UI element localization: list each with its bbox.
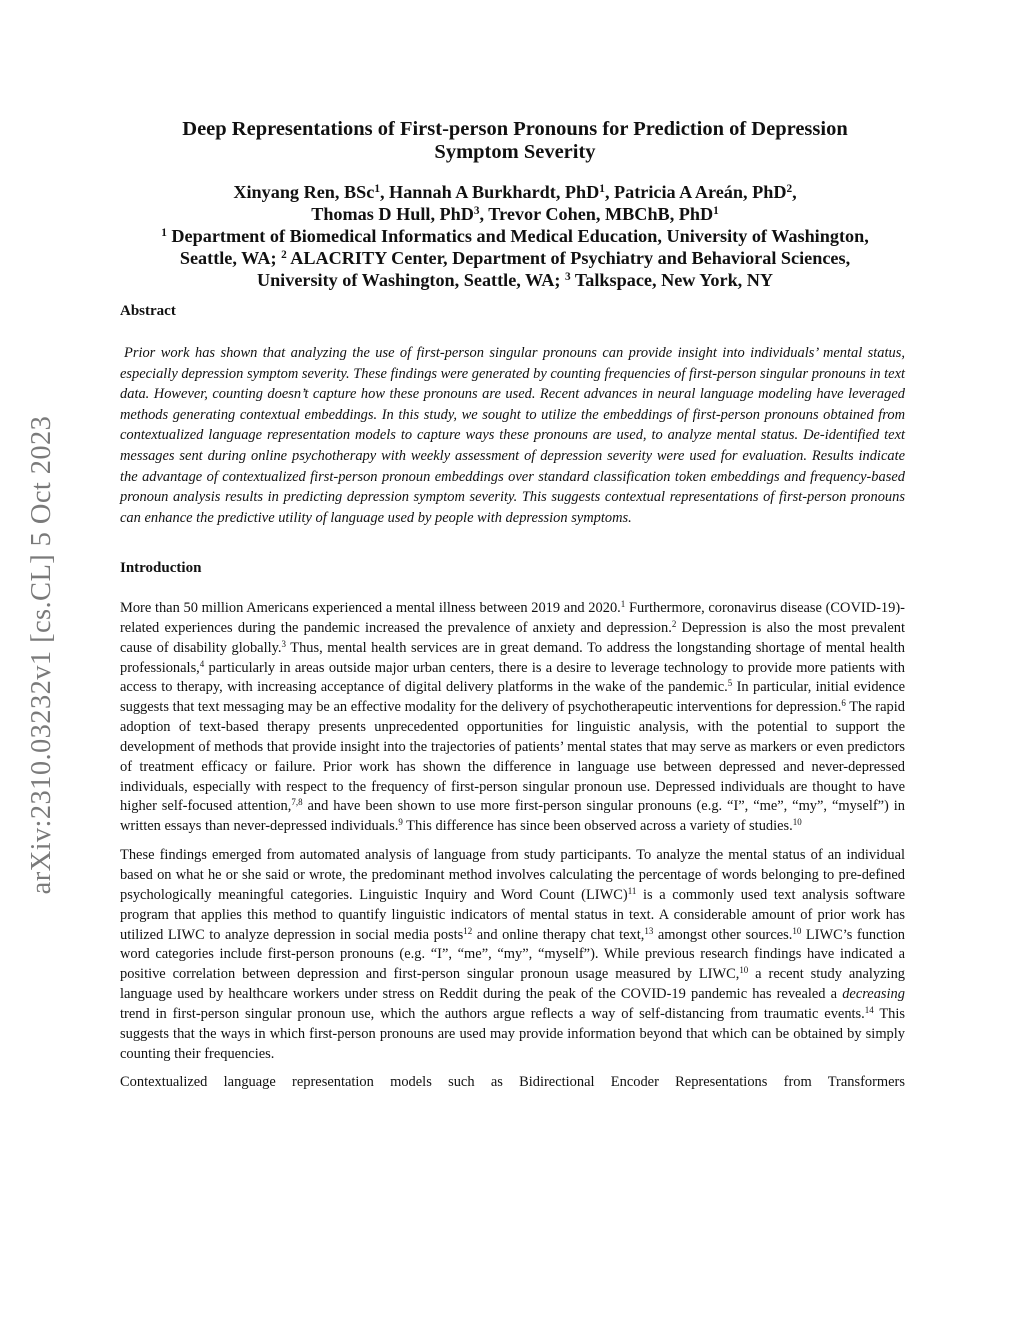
citation: 2 xyxy=(671,618,677,629)
introduction-heading: Introduction xyxy=(120,560,202,576)
sentence: More than 50 million Americans experienced a mental illness between 2019 and 2020. xyxy=(120,600,621,616)
abstract-body: Prior work has shown that analyzing the use of first-person singular pronouns can provide insight into individuals’ mental status, especially depression symptom severity. These findings were generated by counting frequencies of first-person singular pronouns in text data. However, counting doesn’t capture how these pronouns are used. Recent advances in neural language modeling have leveraged methods generating contextual embeddings. In this study, we sought to utilize the embeddings of first-person pronouns obtained from contextualized language representation models to capture ways these pronouns are used, to analyze mental status. De-identified text messages sent during online psychotherapy with weekly assessment of depression severity were used for evaluation. Results indicate the advantage of contextualized first-person pronoun embeddings over standard classification token embeddings and frequency-based pronoun analysis results in predicting depression symptom severity. This suggests contextual representations of first-person pronouns can enhance the predictive utility of language used by people with depression symptoms. xyxy=(120,345,905,526)
affiliation-text: ALACRITY Center, Department of Psychiatry and Behavioral Sciences, xyxy=(286,248,851,268)
sentence: is a commonly used text analysis software program that applies this method to quantify linguistic indicators of mental status in text. A considerable amount of prior work has utilized LIWC to analyze depression in social media posts xyxy=(120,886,906,943)
sentence: These findings emerged from automated analysis of language from study participants. To analyze the mental status of an individual based on what he or she said or wrote, the predominant method involves calculating the percentage of words belonging to pre-defined psychologically meaningful categories. Linguistic Inquiry and Word Count (LIWC) xyxy=(120,847,905,903)
sentence: This difference has since been observed across a variety of studies. xyxy=(402,818,793,835)
sentence: Thus, mental health services are in great demand. To address the longstanding shortage of mental health professionals, xyxy=(120,639,905,676)
paper-title xyxy=(125,118,905,164)
affiliation-marker: 3 xyxy=(564,270,571,283)
affiliation-marker: 1 xyxy=(713,204,719,217)
sentence: Depression is also the most prevalent cause of disability globally. xyxy=(120,619,905,656)
sentence: This suggests that the ways in which first-person pronouns are used may provide information beyond that which can be obtained by simply counting their frequencies. xyxy=(120,1005,905,1062)
affiliation-line xyxy=(100,269,930,291)
author-name: Xinyang Ren, BSc xyxy=(233,182,375,202)
sentence: particularly in areas outside major urban centers, there is a desire to leverage technology to provide more patients with access to therapy, with increasing acceptance of digital delivery platforms in the wake of the pandemic. xyxy=(120,659,905,696)
author-block xyxy=(100,181,930,291)
arxiv-identifier: arXiv:2310.03232v1 [cs.CL] 5 Oct 2023 xyxy=(26,415,57,895)
sentence: Contextualized language representation models such as Bidirectional Encoder Representations from Transformers xyxy=(120,1074,905,1091)
author-list xyxy=(100,203,930,225)
emphasis: decreasing xyxy=(842,986,905,1003)
affiliation-line xyxy=(100,225,930,247)
affiliation-marker: 2 xyxy=(786,182,793,195)
sentence: amongst other sources. xyxy=(653,926,793,943)
abstract-text xyxy=(120,343,905,528)
citation: 4 xyxy=(199,658,205,669)
citation: 3 xyxy=(281,638,286,649)
author-list xyxy=(100,181,930,203)
author-name: , Patricia A Areán, PhD xyxy=(604,182,787,202)
author-name: Thomas D Hull, PhD xyxy=(311,204,474,224)
abstract-heading: Abstract xyxy=(120,303,176,319)
affiliation-line xyxy=(100,247,930,269)
sentence: and have been shown to use more first-person singular pronouns (e.g. “I”, “me”, “my”, “myself”) in written essays than never-depressed individuals. xyxy=(120,798,905,835)
affiliation-marker: 1 xyxy=(161,226,167,239)
sentence: and online therapy chat text, xyxy=(472,926,645,943)
paragraph xyxy=(120,1073,905,1093)
affiliation-text: University of Washington, Seattle, WA; xyxy=(256,270,565,290)
citation: 12 xyxy=(463,925,473,936)
affiliation-marker: 1 xyxy=(374,182,380,195)
introduction-body xyxy=(120,599,905,1102)
citation: 11 xyxy=(627,885,637,896)
sentence: Furthermore, coronavirus disease (COVID-19)-related experiences during the pandemic increased the prevalence of anxiety and depression. xyxy=(120,600,905,636)
author-name: , Trevor Cohen, MBChB, PhD xyxy=(479,204,714,224)
citation: 5 xyxy=(727,678,733,689)
affiliation-text: Talkspace, New York, NY xyxy=(570,270,774,290)
affiliation-marker: 2 xyxy=(281,248,287,261)
citation: 13 xyxy=(644,925,654,936)
citation: 10 xyxy=(792,817,802,828)
affiliation-marker: 3 xyxy=(473,204,480,217)
sentence: a recent study analyzing language used by healthcare workers under stress on Reddit during the peak of the COVID-19 pandemic has revealed a xyxy=(120,966,906,1003)
sentence: The rapid adoption of text-based therapy presents unprecedented opportunities for linguistic analysis, with the potential to support the development of methods that provide insight into the trajectories of patients’ mental states that may serve as markers or even predictors of treatment efficacy or failure. Prior work has shown the difference in language use between depressed and never-depressed individuals, especially with respect to the frequency of first-person singular pronoun use. Depressed individuals are thought to have higher self-focused attention, xyxy=(120,699,905,815)
citation: 1 xyxy=(620,599,626,610)
paragraph xyxy=(120,599,905,837)
citation: 14 xyxy=(864,1004,874,1015)
citation: 6 xyxy=(841,698,846,709)
sentence: In particular, initial evidence suggests that text messaging may be an effective modality for the delivery of psychotherapeutic interventions for depression. xyxy=(120,679,905,716)
affiliation-text: Department of Biomedical Informatics and Medical Education, University of Washington, xyxy=(166,226,869,246)
affiliation-text: Seattle, WA; xyxy=(179,248,282,268)
citation: 10 xyxy=(739,965,749,976)
citation: 7,8 xyxy=(291,797,303,808)
sentence: LIWC’s function word categories include first-person pronouns (e.g. “I”, “me”, “my”, “myself”). While previous research findings have indicated a positive correlation between depression and first-person singular pronoun usage measured by LIWC, xyxy=(120,926,906,983)
paper-title-line: Symptom Severity xyxy=(434,141,596,163)
author-name: , Hannah A Burkhardt, PhD xyxy=(379,182,600,202)
sentence: trend in first-person singular pronoun use, which the authors argue reflects a way of self-distancing from traumatic events. xyxy=(120,1005,865,1022)
citation: 9 xyxy=(398,817,403,828)
citation: 10 xyxy=(792,925,802,936)
affiliation-marker: 1 xyxy=(599,182,605,195)
paragraph xyxy=(120,846,905,1064)
paper-title-line: Deep Representations of First-person Pronouns for Prediction of Depression xyxy=(182,118,848,140)
separator: , xyxy=(792,182,797,202)
